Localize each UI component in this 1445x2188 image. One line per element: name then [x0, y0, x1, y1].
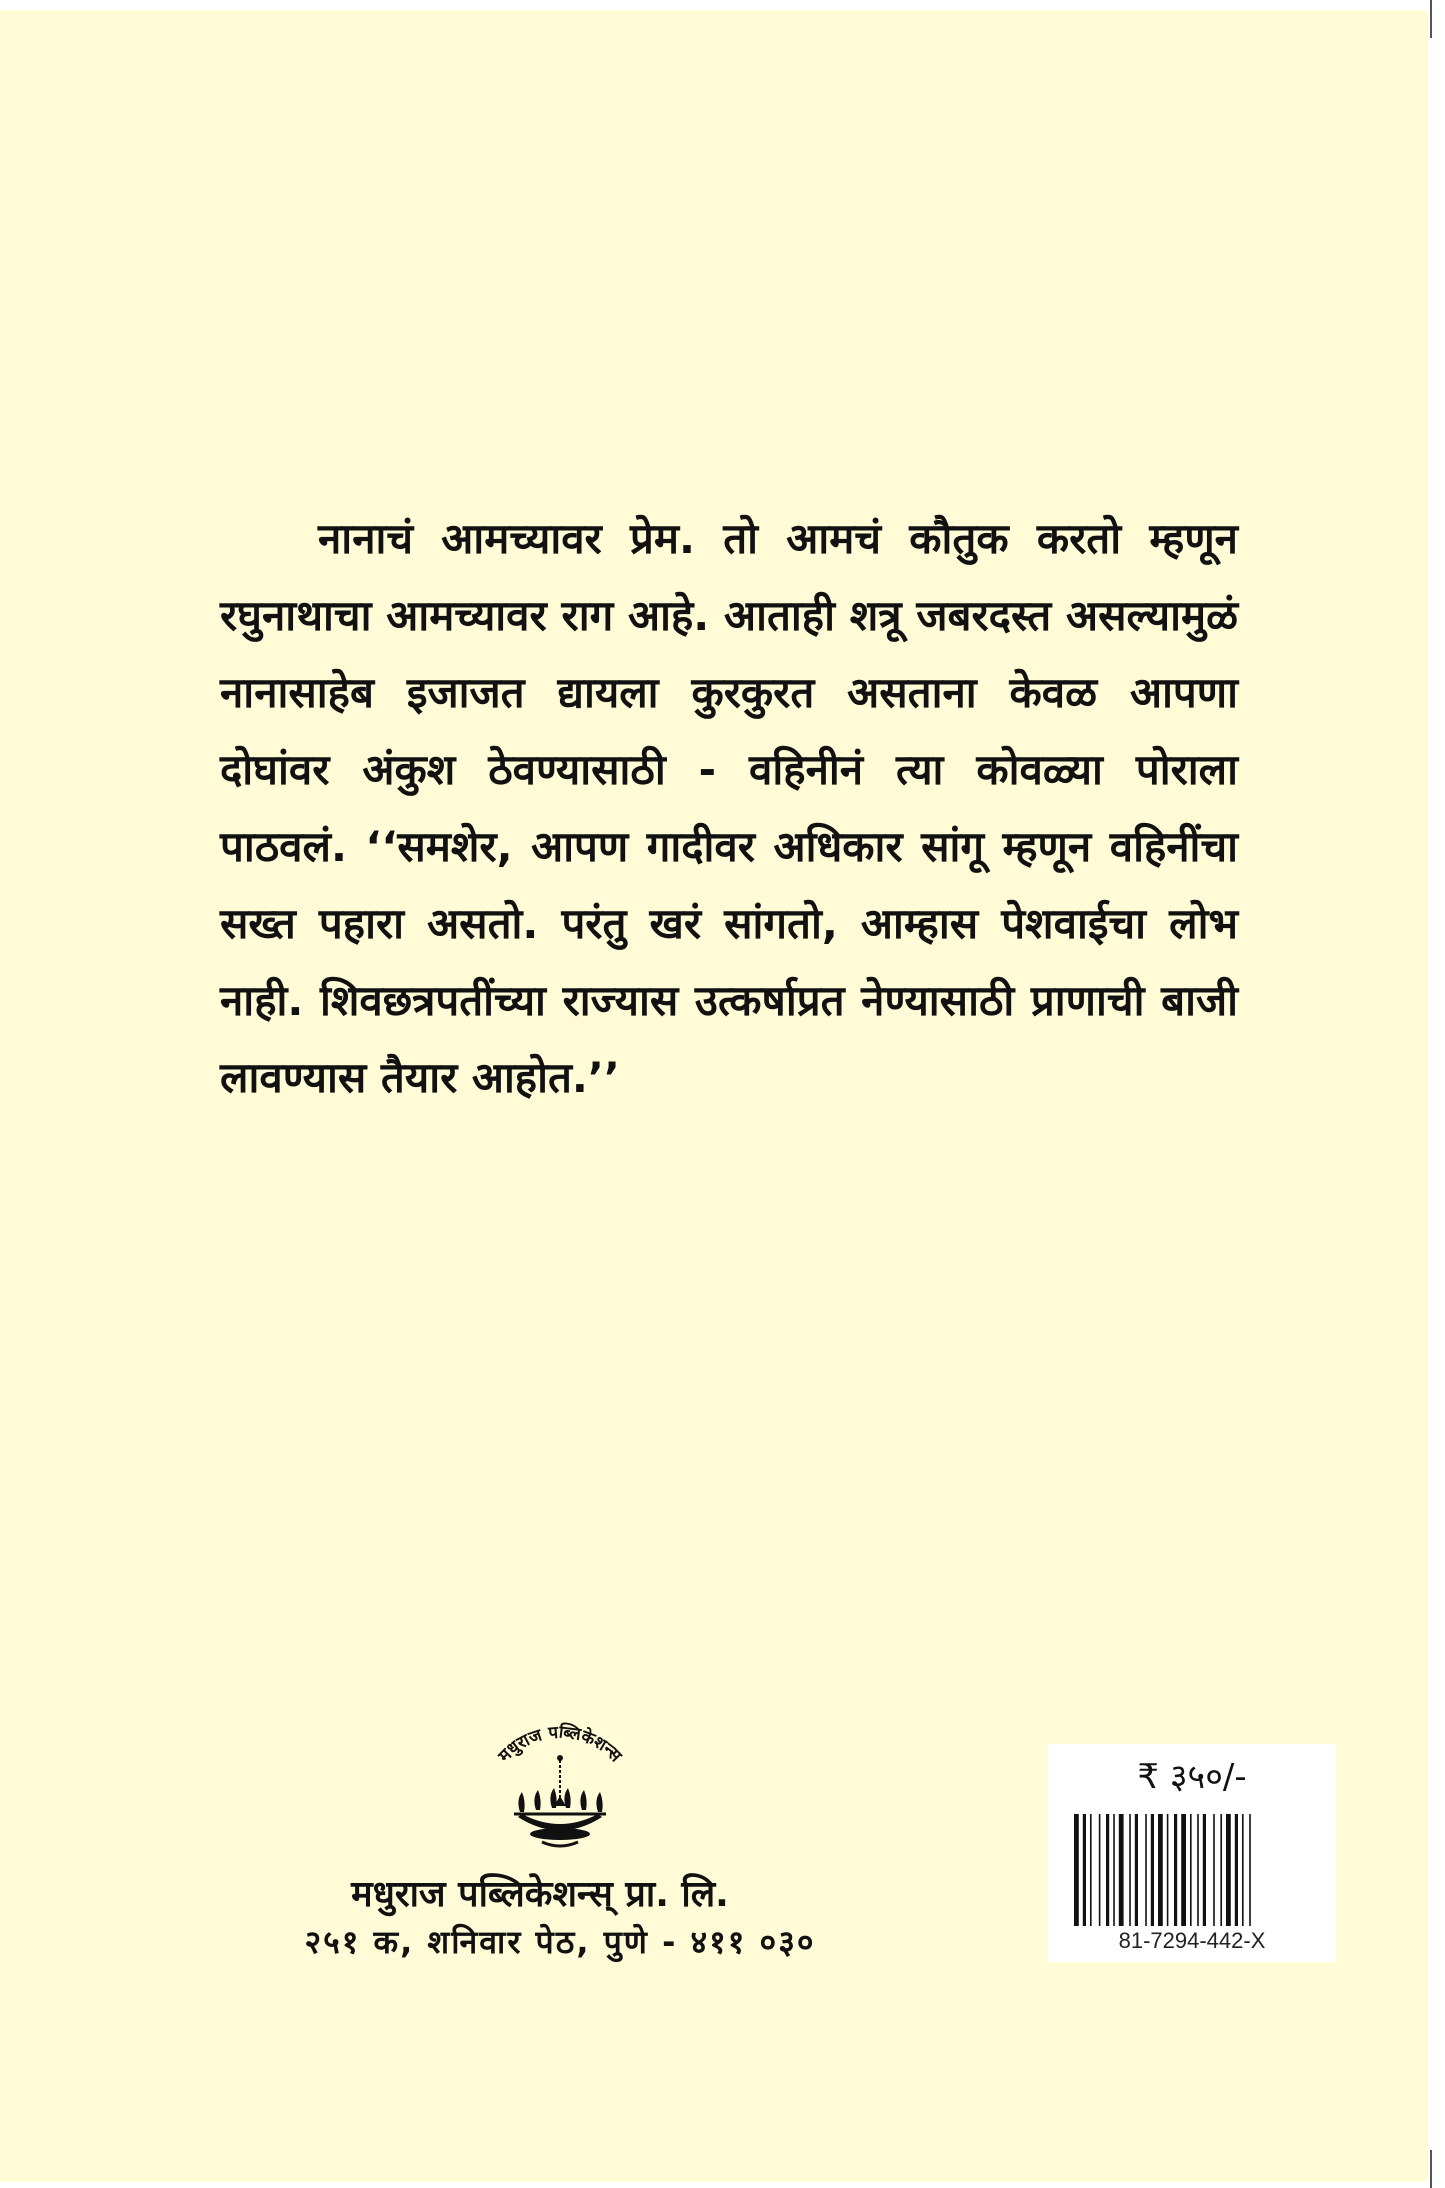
price-label: ₹ ३५०/- — [1137, 1757, 1247, 1797]
isbn-number: 81-7294-442-X — [1118, 1928, 1266, 1953]
barcode-icon — [1072, 1814, 1312, 1926]
publisher-logo — [470, 1722, 650, 1852]
price-barcode-panel — [1048, 1744, 1336, 1962]
publisher-address: २५१ क, शनिवार पेठ, पुणे - ४११ ०३० — [304, 1923, 816, 1961]
publisher-name: मधुराज पब्लिकेशन्स् प्रा. लि. — [351, 1874, 729, 1915]
oil-lamp-emblem-icon — [470, 1722, 650, 1852]
logo-arc-text: मधुराज पब्लिकेशन्स — [494, 1722, 626, 1767]
trim-mark-top — [1430, 0, 1432, 38]
trim-mark-bottom — [1430, 2150, 1432, 2188]
back-cover — [0, 10, 1428, 2182]
blurb-paragraph: नानाचं आमच्यावर प्रेम. तो आमचं कौतुक करतो म्हणून रघुनाथाचा आमच्यावर राग आहे. आताही शत्रू जबरदस्त असल्यामुळं नानासाहेब इजाजत द्यायला कुरकुरत असताना केवळ आपणा दोघांवर अंकुश ठेवण्यासाठी - वहिनीनं त्या कोवळ्या पोराला पाठवलं. ‘‘समशेर, आपण गादीवर अधिकार सांगू म्हणून वहिनींचा सख्त पहारा असतो. परंतु खरं सांगतो, आम्हास पेशवाईचा लोभ नाही. शिवछत्रपतींच्या राज्यास उत्कर्षाप्रत नेण्यासाठी प्राणाची बाजी लावण्यास तैयार आहोत.’’ — [220, 514, 1238, 1102]
